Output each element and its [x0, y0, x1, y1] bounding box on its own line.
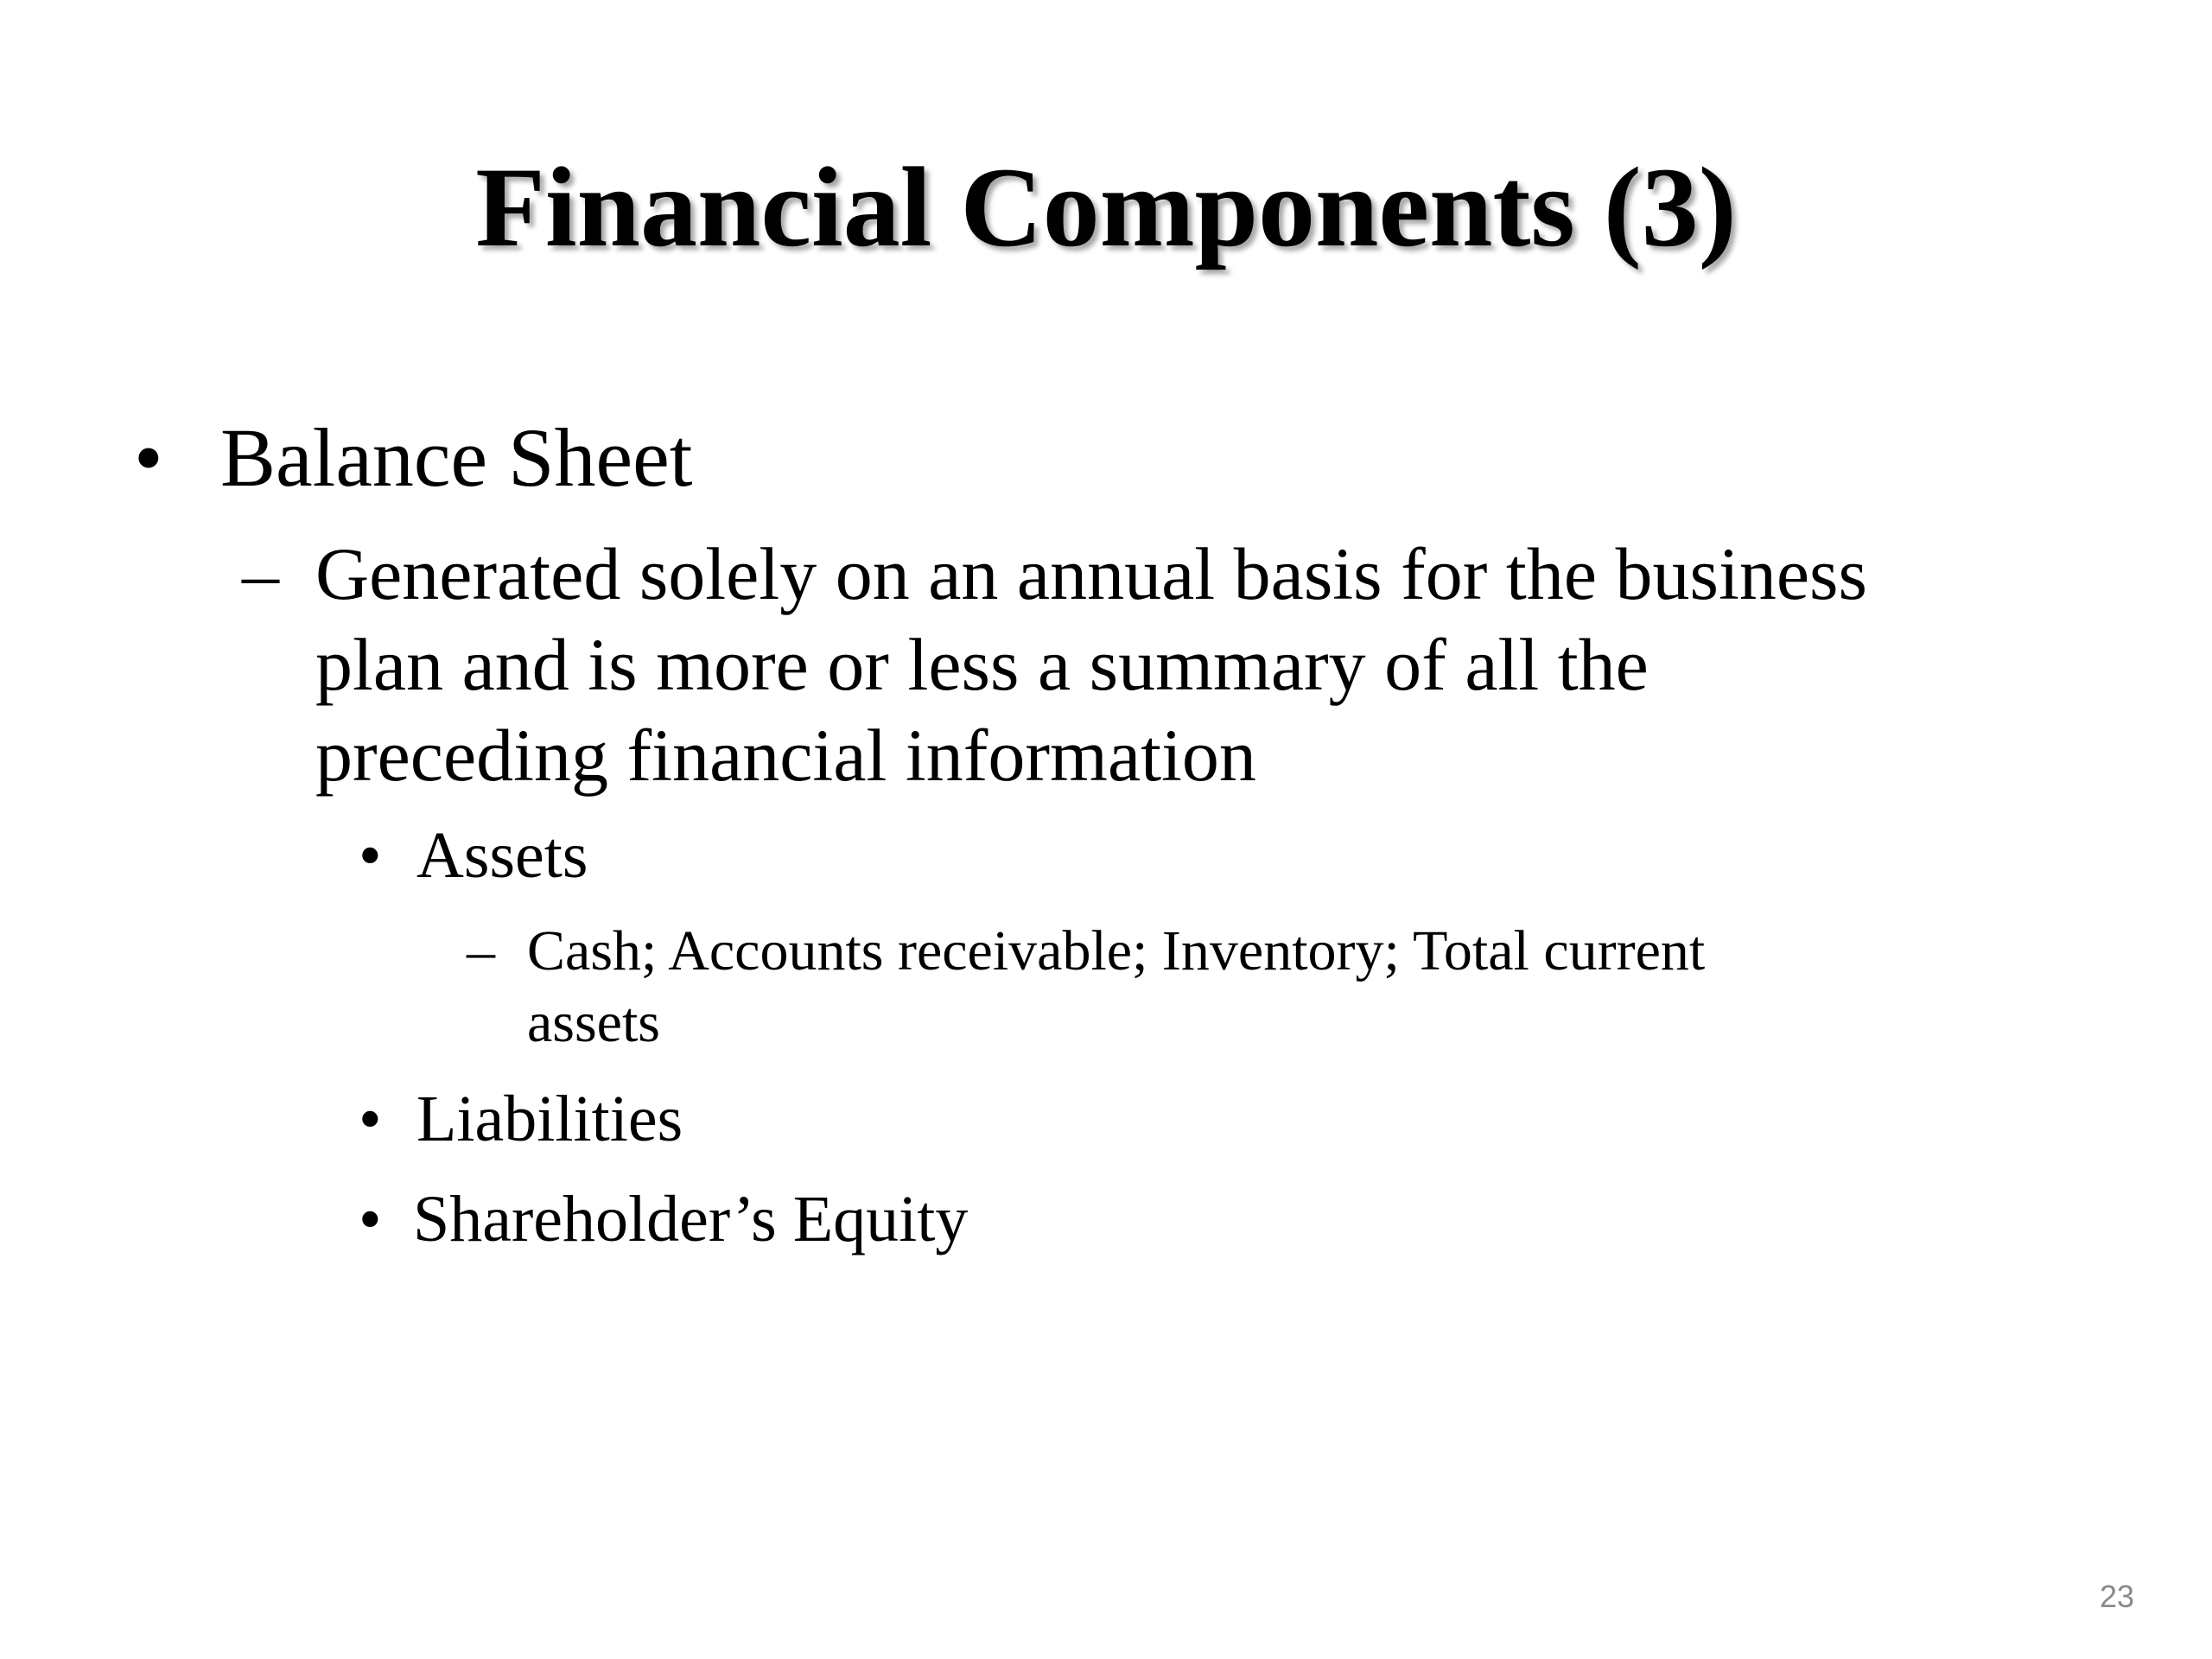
sub-bullet-description-line-1: Generated solely on an annual basis for the business: [315, 532, 1867, 615]
bullet-marker: •: [359, 1083, 382, 1155]
bullet-assets: Assets: [416, 819, 588, 892]
bullet-liabilities: Liabilities: [416, 1083, 683, 1155]
bullet-shareholders-equity: Shareholder’s Equity: [413, 1183, 969, 1255]
dash-marker: –: [467, 919, 495, 982]
sub-bullet-description-line-3: preceding financial information: [315, 714, 1256, 797]
bullet-marker: •: [359, 1183, 382, 1255]
dash-marker: –: [242, 532, 279, 615]
bullet-marker: •: [359, 819, 382, 892]
bullet-balance-sheet: Balance Sheet: [220, 411, 693, 504]
asset-detail-line-2: assets: [527, 991, 660, 1054]
sub-bullet-description-line-2: plan and is more or less a summary of all the: [315, 623, 1649, 706]
asset-detail-line-1: Cash; Accounts receivable; Inventory; Total current: [527, 919, 1706, 982]
page-number: 23: [2099, 1579, 2134, 1614]
bullet-marker: •: [134, 411, 163, 504]
slide-title: Financial Components (3): [475, 143, 1737, 270]
